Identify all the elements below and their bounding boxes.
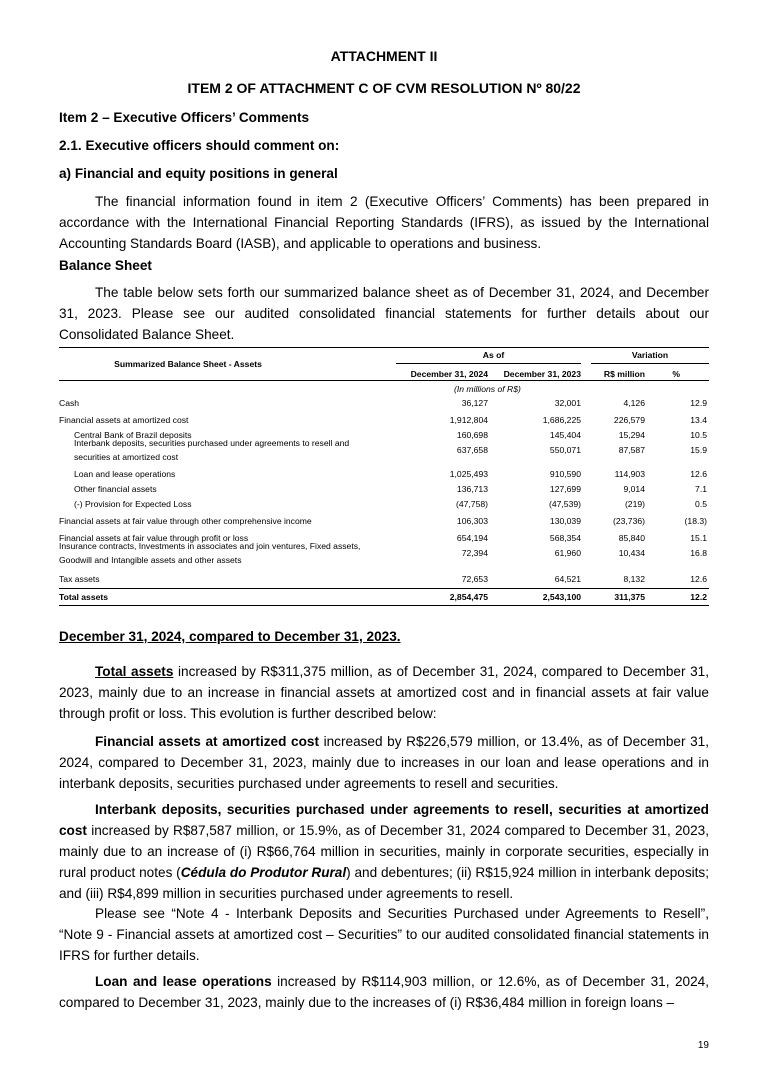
total-assets-paragraph (59, 661, 709, 724)
value-2023: 910,590 (549, 469, 581, 479)
value-2024: 72,653 (461, 574, 488, 584)
variation-pct: 10.5 (690, 430, 707, 440)
variation-rs: (23,736) (612, 516, 645, 526)
balance-sheet-intro: The table below sets forth our summarized balance sheet as of December 31, 2024, and December 31, 2023. Please see our audited consolidated financial statements for further details about our Consolidated Balance Sheet. (59, 285, 709, 342)
value-2023: 568,354 (549, 533, 581, 543)
heading-balance-sheet: Balance Sheet (59, 258, 152, 273)
value-2023: 64,521 (554, 574, 581, 584)
variation-rs: 85,840 (618, 533, 645, 543)
col-header-pct: % (672, 369, 680, 379)
row-label: Central Bank of Brazil deposits (74, 430, 192, 440)
group-as-of: As of (482, 350, 505, 360)
interbank-term: Interbank deposits, securities purchased under agreements to resell, securities at amortized cost (59, 802, 709, 838)
variation-pct: 13.4 (690, 415, 707, 425)
value-2023: (47,539) (548, 499, 581, 509)
row-label-line2: Goodwill and Intangible assets and other assets (59, 555, 242, 565)
loan-term: Loan and lease operations (95, 974, 272, 989)
loan-text: increased by R$114,903 million, or 12.6%, as of December 31, 2024, compared to December 31, 2023, mainly due to the increases of (i) R$36,484 million in foreign loans – (59, 974, 709, 1010)
row-label: Interbank deposits, securities purchased under agreements to resell and (74, 438, 350, 448)
value-2024: 1,912,804 (449, 415, 488, 425)
variation-pct: 12.2 (690, 592, 707, 602)
value-2024: 2,854,475 (449, 592, 488, 602)
table-title: Summarized Balance Sheet - Assets (114, 359, 262, 369)
variation-pct: (18.3) (684, 516, 707, 526)
variation-pct: 12.6 (690, 469, 707, 479)
value-2024: 654,194 (456, 533, 488, 543)
attachment-title: ATTACHMENT II (330, 48, 438, 64)
total-assets-bottom-rule (59, 605, 709, 606)
value-2024: (47,758) (455, 499, 488, 509)
variation-rs: 87,587 (618, 445, 645, 455)
resolution-subtitle: ITEM 2 OF ATTACHMENT C OF CVM RESOLUTION Nº 80/22 (187, 80, 581, 96)
row-label: Financial assets at amortized cost (59, 415, 189, 425)
header-bottom-rule (59, 380, 709, 381)
variation-pct: 0.5 (695, 499, 707, 509)
col-header-2023: December 31, 2023 (503, 369, 581, 379)
heading-item-2-1: 2.1. Executive officers should comment on: (59, 138, 340, 153)
variation-pct: 7.1 (695, 484, 707, 494)
as-of-rule (396, 363, 581, 364)
variation-rs: 4,126 (623, 398, 645, 408)
value-2023: 550,071 (549, 445, 581, 455)
row-label: Financial assets at fair value through profit or loss (59, 533, 249, 543)
total-assets-term: Total assets (95, 664, 174, 679)
heading-comparison: December 31, 2024, compared to December 31, 2023. (59, 629, 401, 644)
group-variation: Variation (631, 350, 669, 360)
financial-assets-term: Financial assets at amortized cost (95, 734, 319, 749)
financial-assets-text: increased by R$226,579 million, or 13.4%, as of December 31, 2024, compared to December 31, 2023, mainly due to increases in our loan and lease operations and in interbank deposits, securities purchased under agreements to resell and securities. (59, 734, 709, 791)
variation-rs: (219) (624, 499, 645, 509)
row-label: Loan and lease operations (74, 469, 176, 479)
row-label: Tax assets (59, 574, 100, 584)
value-2023: 130,039 (549, 516, 581, 526)
row-label: (-) Provision for Expected Loss (74, 499, 192, 509)
please-see-paragraph: Please see “Note 4 - Interbank Deposits and Securities Purchased under Agreements to Resell”, “Note 9 - Financial assets at amortized cost – Securities” to our audited consolidated financial statements in IFRS for further details. (59, 906, 709, 963)
variation-pct: 15.9 (690, 445, 707, 455)
financial-assets-paragraph (59, 731, 709, 794)
value-2023: 61,960 (554, 548, 581, 558)
value-2024: 106,303 (456, 516, 488, 526)
tax-assets-rule (59, 588, 709, 589)
value-2024: 36,127 (461, 398, 488, 408)
row-label: Cash (59, 398, 80, 408)
interbank-italic: Cédula do Produtor Rural (180, 865, 347, 880)
interbank-text-1: increased by R$87,587 million, or 15.9%, as of December 31, 2024 compared to December 31, 2023, mainly due to an increase of (i) R$66,764 million in securities, mainly in corporate securities, especially in rural product notes ( (59, 823, 709, 880)
variation-rs: 9,014 (623, 484, 645, 494)
heading-item-a: a) Financial and equity positions in general (59, 166, 338, 181)
row-label: Other financial assets (74, 484, 157, 494)
unit-note: (In millions of R$) (454, 384, 521, 394)
variation-pct: 12.6 (690, 574, 707, 584)
total-assets-text: increased by R$311,375 million, as of December 31, 2024, compared to December 31, 2023, mainly due to an increase in financial assets at amortized cost and in financial assets at fair value through profit or loss. This evolution is further described below: (59, 664, 709, 721)
interbank-text-2: ) and debentures; (ii) R$15,924 million in interbank deposits; and (iii) R$4,899 million in securities purchased under agreements to resell. (59, 865, 709, 901)
row-label-line2: securities at amortized cost (74, 452, 179, 462)
table-top-rule (59, 347, 709, 348)
variation-rs: 8,132 (623, 574, 645, 584)
value-2024: 160,698 (456, 430, 488, 440)
col-header-rs-million: R$ million (603, 369, 645, 379)
value-2024: 1,025,493 (449, 469, 488, 479)
page-number: 19 (697, 1040, 709, 1051)
variation-rs: 15,294 (618, 430, 645, 440)
variation-rs: 114,903 (614, 469, 645, 479)
intro-paragraph: The financial information found in item 2 (Executive Officers’ Comments) has been prepared in accordance with the International Financial Reporting Standards (IFRS), as issued by the International Accounting Standards Board (IASB), and applicable to operations and business. (59, 194, 709, 251)
col-header-2024: December 31, 2024 (410, 369, 488, 379)
variation-rs: 226,579 (613, 415, 645, 425)
heading-item-2: Item 2 – Executive Officers’ Comments (59, 110, 310, 125)
variation-rule (591, 363, 709, 364)
variation-pct: 12.9 (690, 398, 707, 408)
value-2023: 2,543,100 (542, 592, 581, 602)
value-2024: 637,658 (456, 445, 488, 455)
loan-paragraph (59, 971, 709, 1013)
value-2023: 145,404 (549, 430, 581, 440)
variation-pct: 16.8 (690, 548, 707, 558)
value-2024: 136,713 (456, 484, 488, 494)
value-2023: 127,699 (549, 484, 581, 494)
row-label: Insurance contracts, Investments in associates and join ventures, Fixed assets, (59, 541, 361, 551)
variation-rs: 10,434 (618, 548, 645, 558)
row-label: Total assets (59, 592, 109, 602)
value-2023: 1,686,225 (542, 415, 581, 425)
interbank-paragraph (59, 799, 709, 904)
value-2024: 72,394 (461, 548, 488, 558)
value-2023: 32,001 (554, 398, 581, 408)
variation-rs: 311,375 (614, 592, 645, 602)
row-label: Financial assets at fair value through other comprehensive income (59, 516, 312, 526)
variation-pct: 15.1 (690, 533, 707, 543)
